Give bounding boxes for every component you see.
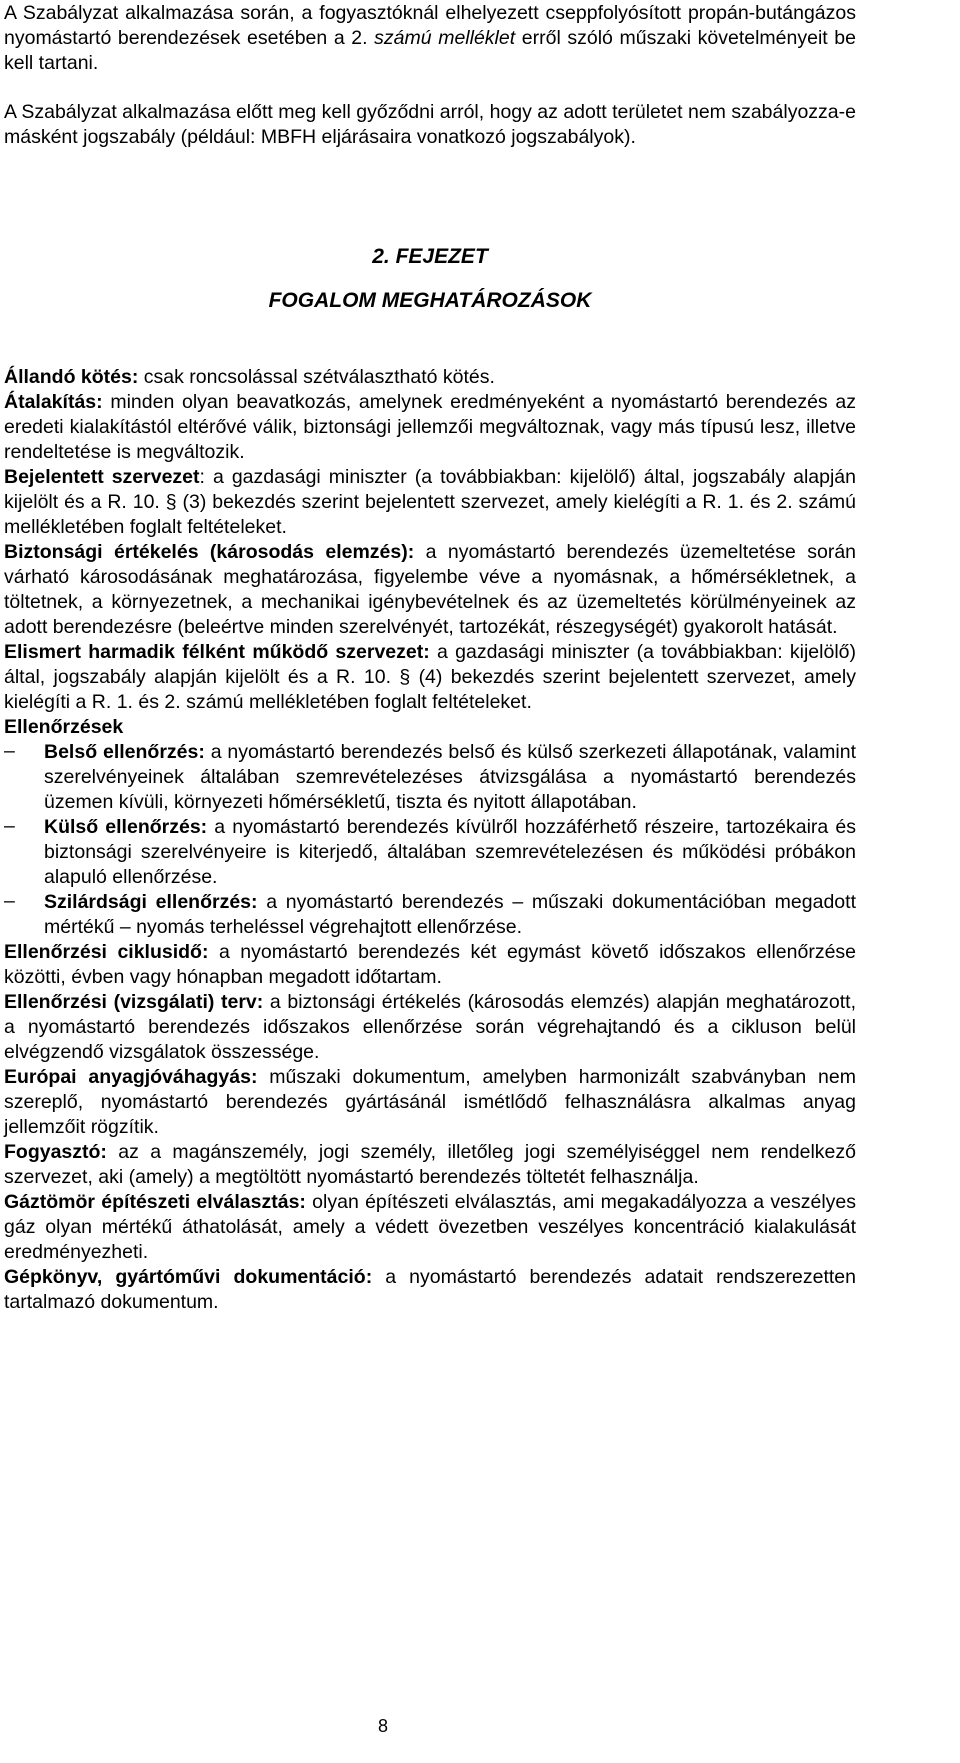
- definition-text: műszaki dokumentum, amelyben harmonizált szabványban nem szereplő, nyomástartó berendezés gyártásánál ismétlődő felhasználásra alkalmas anyag jellemzőit rögzítik.: [4, 1066, 856, 1138]
- definition-term: Ellenőrzések: [4, 716, 124, 738]
- dash-bullet: –: [4, 740, 15, 762]
- definition-text: olyan építészeti elválasztás, ami megakadályozza a veszélyes gáz olyan mértékű áthatolását, amely a védett övezetben veszélyes koncentráció kialakulását eredményezheti.: [4, 1191, 856, 1263]
- chapter-title: FOGALOM MEGHATÁROZÁSOK: [268, 289, 592, 312]
- dash-bullet: –: [4, 890, 15, 912]
- definition-item: [4, 465, 856, 540]
- check-item: [4, 740, 856, 815]
- intro-p1-end: erről szóló műszaki követelményeit be kell tartani.: [4, 27, 856, 74]
- check-body: a nyomástartó berendezés kívülről hozzáférhető részeire, tartozékaira és biztonsági szerelvényeire is kiterjedő, általában szemrevételezésen és működési próbákon alapuló ellenőrzése.: [44, 816, 856, 888]
- definition-text: a nyomástartó berendezés két egymást követő időszakos ellenőrzése közötti, évben vagy hónapban megadott időtartam.: [4, 941, 857, 988]
- definition-term: Fogyasztó:: [4, 1141, 107, 1163]
- definition-term: Átalakítás:: [4, 391, 103, 413]
- definition-text: a gazdasági miniszter (a továbbiakban: kijelölő) által, jogszabály alapján kijelölt és a R. 10. § (4) bekezdés szerint bejelentett szervezet, amely kielégíti a R. 1. és 2. számú mellékletében foglalt feltételeket.: [4, 641, 856, 713]
- check-term: Belső ellenőrzés:: [44, 741, 205, 763]
- definition-item: [4, 365, 856, 390]
- check-item: [4, 815, 856, 890]
- intro-paragraph-2: A Szabályzat alkalmazása előtt meg kell győződni arról, hogy az adott területet nem szabályozza-e másként jogszabály (például: MBFH eljárásaira vonatkozó jogszabályok).: [4, 101, 856, 148]
- check-item: [4, 890, 856, 940]
- check-body: a nyomástartó berendezés belső és külső szerkezeti állapotának, valamint szerelvényeinek általában szemrevételezéses átvizsgálása a nyomástartó berendezés üzemen kívüli, környezeti hőmérsékletű, tiszta és nyitott állapotában.: [44, 741, 856, 813]
- definition-term: Ellenőrzési (vizsgálati) terv:: [4, 991, 264, 1013]
- definition-item: [4, 940, 856, 990]
- definition-term: Elismert harmadik félként működő szervezet:: [4, 641, 430, 663]
- definition-item: [4, 390, 856, 465]
- definition-item: [4, 1265, 856, 1315]
- definition-text: a biztonsági értékelés (károsodás elemzés) alapján meghatározott, a nyomástartó berendezés időszakos ellenőrzése során végrehajtandó és a cikluson belül elvégzendő vizsgálatok összessége.: [4, 991, 856, 1063]
- definition-term: Biztonsági értékelés (károsodás elemzés):: [4, 541, 415, 563]
- definition-text: minden olyan beavatkozás, amelynek eredményeként a nyomástartó berendezés az eredeti kialakítástól eltérővé válik, biztonsági jellemzői megváltoznak, vagy más típusú lesz, illetve rendeltetése is megváltozik.: [4, 391, 856, 463]
- chapter-number: 2. FEJEZET: [372, 245, 488, 268]
- definition-heading-ellenorzesek: [4, 715, 856, 740]
- definition-item: [4, 1190, 856, 1265]
- check-term: Szilárdsági ellenőrzés:: [44, 891, 258, 913]
- definition-term: Ellenőrzési ciklusidő:: [4, 941, 209, 963]
- definition-text: az a magánszemély, jogi személy, illetőleg jogi személyiséggel nem rendelkező szervezet, aki (amely) a megtöltött nyomástartó berendezés töltetét felhasználja.: [4, 1141, 856, 1188]
- intro-p1-italic: számú melléklet: [374, 27, 516, 49]
- dash-bullet: –: [4, 815, 15, 837]
- definition-term: Állandó kötés:: [4, 366, 139, 388]
- check-text: [44, 890, 856, 940]
- definition-term: Bejelentett szervezet: [4, 466, 200, 488]
- definition-term: Gáztömör építészeti elválasztás:: [4, 1191, 306, 1213]
- definition-text: a nyomástartó berendezés üzemeltetése során várható károsodásának meghatározása, figyelembe véve a nyomásnak, a hőmérsékletnek, a töltetnek, a környezetnek, a mechanikai igénybevételnek és az üzemeltetés körülményeinek az adott berendezésre (beleértve minden szerelvényét, tartozékát, részegységét) gyakorolt hatását.: [4, 541, 857, 638]
- definition-text: a nyomástartó berendezés adatait rendszerezetten tartalmazó dokumentum.: [4, 1266, 856, 1313]
- definition-term: Gépkönyv, gyártóművi dokumentáció:: [4, 1266, 373, 1288]
- definition-text: csak roncsolással szétválasztható kötés.: [138, 366, 495, 388]
- check-term: Külső ellenőrzés:: [44, 816, 208, 838]
- definitions-list: [4, 365, 856, 1315]
- definition-item: [4, 540, 856, 640]
- definition-item: [4, 1065, 856, 1140]
- definition-text: : a gazdasági miniszter (a továbbiakban: kijelölő) által, jogszabály alapján kijelölt és a R. 10. § (3) bekezdés szerint bejelentett szervezet, amely kielégíti a R. 1. és 2. számú mellékletében foglalt feltételeket.: [4, 466, 856, 538]
- definition-item: [4, 640, 856, 715]
- intro-p1-text: A Szabályzat alkalmazása során, a fogyasztóknál elhelyezett cseppfolyósított propán-butángázos nyomástartó berendezések esetében a 2.: [4, 2, 856, 49]
- check-text: [44, 815, 856, 890]
- page-number: 8: [377, 1716, 388, 1736]
- definition-item: [4, 990, 856, 1065]
- intro-paragraph-1: [4, 1, 856, 76]
- check-body: a nyomástartó berendezés – műszaki dokumentációban megadott mértékű – nyomás terheléssel végrehajtott ellenőrzése.: [44, 891, 856, 938]
- definition-term: Európai anyagjóváhagyás:: [4, 1066, 258, 1088]
- check-text: [44, 740, 856, 815]
- definition-item: [4, 1140, 856, 1190]
